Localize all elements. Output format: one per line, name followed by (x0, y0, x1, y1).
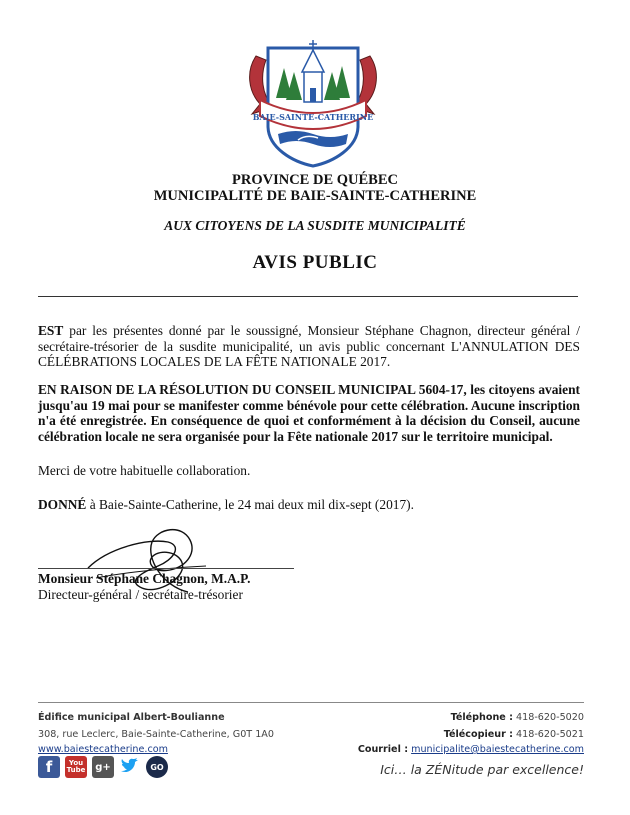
signer-title: Directeur-général / secrétaire-trésorier (38, 587, 243, 602)
signature-line (38, 568, 294, 569)
postal-address: 308, rue Leclerc, Baie-Sainte-Catherine, G0T 1A0 (38, 729, 274, 740)
notice-paragraph-2: EN RAISON DE LA RÉSOLUTION DU CONSEIL MUNICIPAL 5604-17, les citoyens avaient jusqu'au 19 mai pour se manifester comme bénévole pour cette célébration. Aucune inscription n'a été enregistrée. En conséquence de quoi et conformément à la décision du Conseil, aucune célébration locale ne sera organisée pour la Fête nationale 2017 sur le territoire municipal. (38, 382, 580, 444)
fax-line (444, 729, 584, 740)
paragraph-text: à Baie-Sainte-Catherine, le 24 mai deux mil dix-sept (2017). (86, 497, 414, 512)
social-links (38, 756, 168, 780)
footer-divider (38, 702, 584, 703)
notice-paragraph-1 (38, 323, 580, 370)
paragraph-text: par les présentes donné par le soussigné, Monsieur Stéphane Chagnon, directeur général / secrétaire-trésorier de la susdite municipalité, un avis public concernant L'ANNULATION DES CÉLÉBRATIONS LOCALES DE LA FÊTE NATIONALE 2017. (38, 323, 580, 369)
building-name: Édifice municipal Albert-Boulianne (38, 712, 225, 723)
email-label: Courriel : (357, 744, 409, 755)
crest-banner-text: BAIE-SAINTE-CATHERINE (252, 112, 374, 122)
go-icon[interactable]: GO (146, 756, 168, 778)
twitter-icon[interactable] (119, 756, 141, 778)
fax-value: 418-620-5021 (512, 729, 584, 740)
signer-name: Monsieur Stéphane Chagnon, M.A.P. (38, 571, 251, 586)
telephone-label: Téléphone : (450, 712, 513, 723)
email-line (358, 744, 584, 755)
youtube-text-top: You (68, 759, 84, 767)
page-title: AVIS PUBLIC (252, 252, 378, 273)
thanks-paragraph: Merci de votre habituelle collaboration. (38, 463, 251, 478)
telephone-line (451, 712, 584, 723)
telephone-value: 418-620-5020 (512, 712, 584, 723)
facebook-icon[interactable]: f (38, 756, 60, 778)
addressee-line: AUX CITOYENS DE LA SUSDITE MUNICIPALITÉ (164, 218, 466, 233)
title-divider (38, 296, 578, 297)
slogan: Ici… la ZÉNitude par excellence! (380, 762, 584, 777)
google-plus-icon[interactable]: g+ (92, 756, 114, 778)
municipal-crest (238, 36, 388, 168)
youtube-icon[interactable] (65, 756, 87, 778)
province-heading: PROVINCE DE QUÉBEC (232, 172, 398, 188)
email-link[interactable]: municipalite@baiestecatherine.com (411, 744, 584, 755)
paragraph-lead: EST (38, 323, 64, 338)
municipality-heading: MUNICIPALITÉ DE BAIE-SAINTE-CATHERINE (153, 188, 477, 204)
youtube-text-bottom: Tube (66, 766, 86, 774)
paragraph-lead: DONNÉ (38, 497, 87, 512)
fax-label: Télécopieur : (443, 729, 513, 740)
website-link[interactable]: www.baiestecatherine.com (38, 744, 168, 755)
